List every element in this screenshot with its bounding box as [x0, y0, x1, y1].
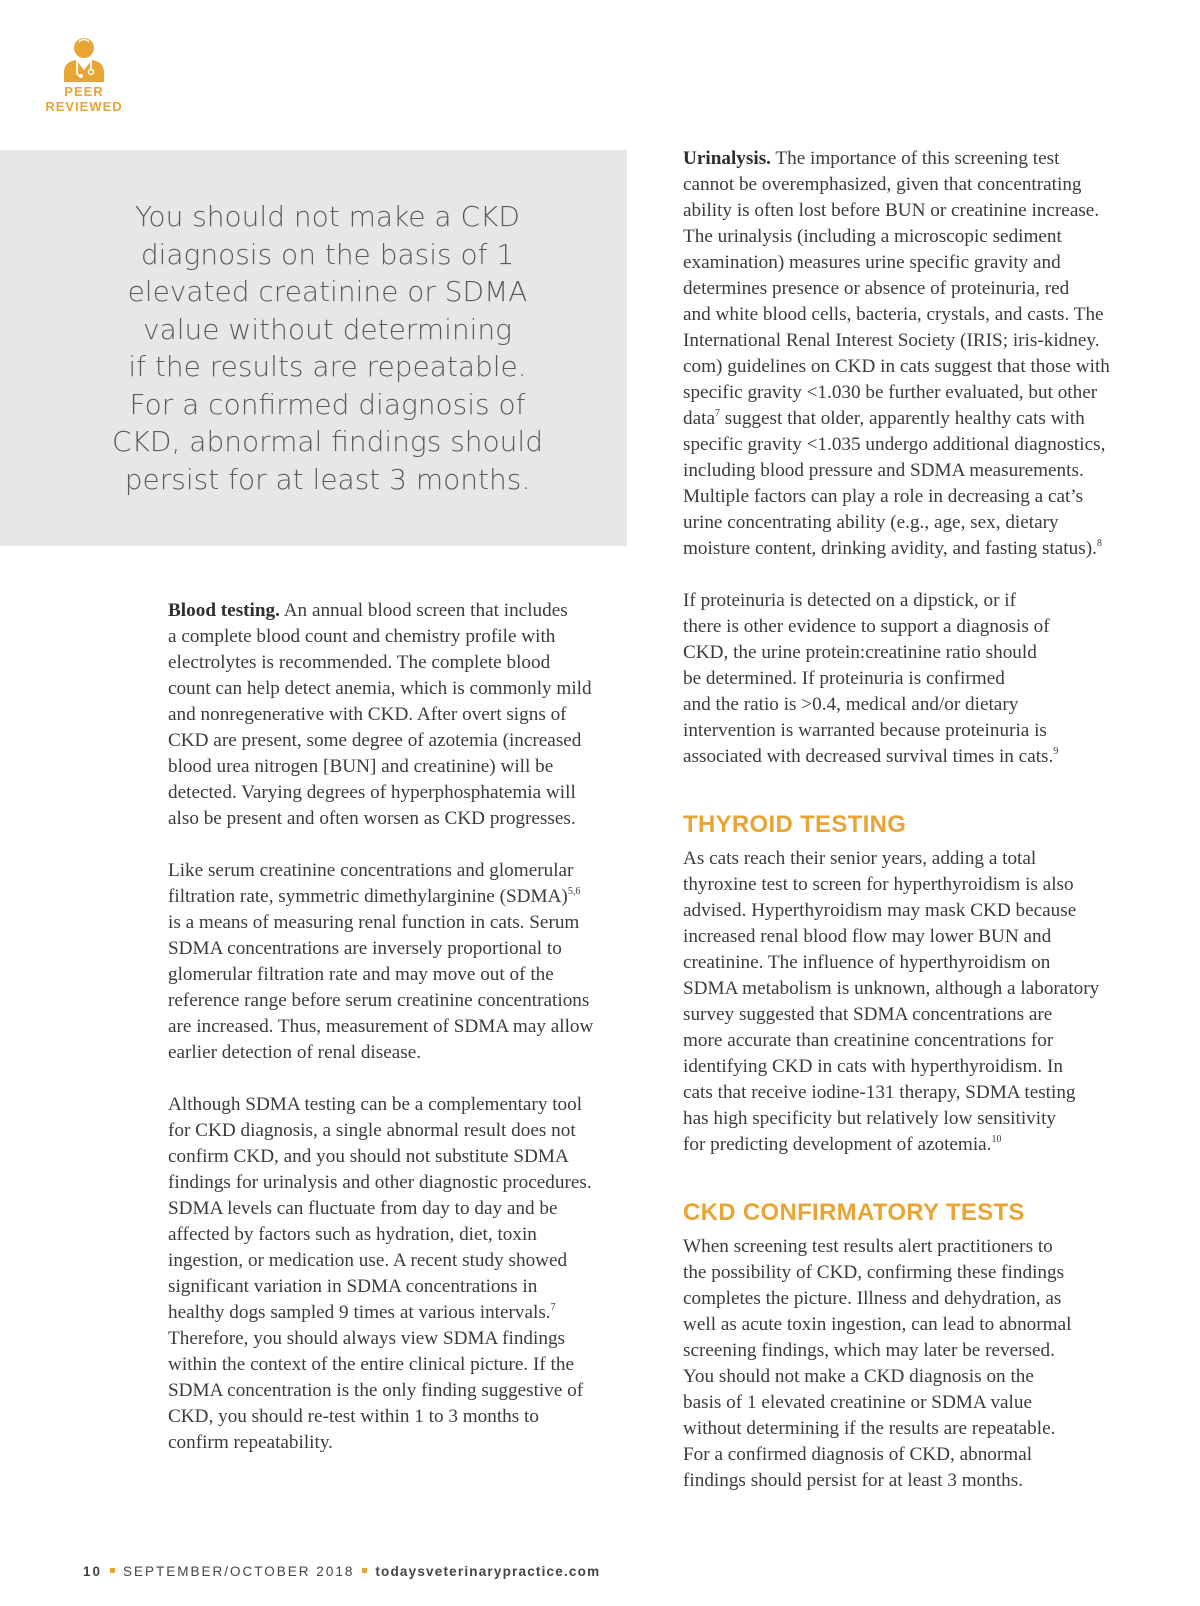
pull-quote-box — [0, 150, 627, 546]
urinalysis-heading: Urinalysis. — [683, 148, 771, 169]
text-line: and nonregenerative with CKD. After overt signs of — [168, 704, 567, 725]
text-line: earlier detection of renal disease. — [168, 1042, 422, 1063]
text-line: CKD, you should re-test within 1 to 3 months to — [168, 1406, 539, 1427]
pull-quote-line: CKD, abnormal findings should — [112, 425, 543, 458]
text-line: survey suggested that SDMA concentrations are — [683, 1004, 1053, 1025]
right-column — [683, 146, 1153, 1494]
citation: 7 — [714, 408, 720, 419]
text-line: be determined. If proteinuria is confirmed — [683, 668, 1005, 689]
separator-dot — [362, 1568, 367, 1573]
confirmatory-paragraph — [683, 1234, 1153, 1494]
text-line: ingestion, or medication use. A recent study showed — [168, 1250, 568, 1271]
pull-quote-line: elevated creatinine or SDMA — [127, 275, 528, 308]
text-line: without determining if the results are repeatable. — [683, 1418, 1056, 1439]
text-line: SDMA levels can fluctuate from day to day and be — [168, 1198, 558, 1219]
text-line: well as acute toxin ingestion, can lead to abnormal — [683, 1314, 1072, 1335]
text-line: and white blood cells, bacteria, crystals, and casts. The — [683, 304, 1104, 325]
text-line: suggest that older, apparently healthy cats with — [719, 408, 1085, 429]
blood-testing-heading: Blood testing. — [168, 600, 280, 621]
pull-quote-text — [95, 198, 560, 498]
badge-line-reviewed: REVIEWED — [45, 99, 123, 114]
text-line: more accurate than creatinine concentrations for — [683, 1030, 1054, 1051]
page-number: 10 — [83, 1564, 103, 1579]
text-line: completes the picture. Illness and dehydration, as — [683, 1288, 1062, 1309]
doctor-icon — [58, 34, 110, 84]
text-line: detected. Varying degrees of hyperphosphatemia will — [168, 782, 576, 803]
text-line: identifying CKD in cats with hyperthyroidism. In — [683, 1056, 1063, 1077]
text-line: data — [683, 408, 715, 429]
separator-dot — [110, 1568, 115, 1573]
text-line: significant variation in SDMA concentrations in — [168, 1276, 538, 1297]
text-line: for CKD diagnosis, a single abnormal result does not — [168, 1120, 576, 1141]
urinalysis-paragraph — [683, 146, 1153, 562]
text-line: specific gravity <1.035 undergo additional diagnostics, — [683, 434, 1106, 455]
text-line: intervention is warranted because proteinuria is — [683, 720, 1047, 741]
pull-quote-line: value without determining — [143, 312, 512, 346]
sdma-paragraph-2 — [168, 1092, 633, 1456]
text-line: the possibility of CKD, confirming these findings — [683, 1262, 1065, 1283]
text-line: Multiple factors can play a role in decreasing a cat’s — [683, 486, 1084, 507]
pull-quote-line: For a confirmed diagnosis of — [129, 387, 526, 421]
thyroid-paragraph — [683, 846, 1153, 1158]
text-line: are increased. Thus, measurement of SDMA may allow — [168, 1016, 594, 1037]
text-line: When screening test results alert practitioners to — [683, 1236, 1053, 1257]
text-line: For a confirmed diagnosis of CKD, abnormal — [683, 1444, 1033, 1465]
text-line: com) guidelines on CKD in cats suggest that those with — [683, 356, 1110, 377]
text-line: blood urea nitrogen [BUN] and creatinine) will be — [168, 756, 554, 777]
text-line: there is other evidence to support a diagnosis of — [683, 616, 1050, 637]
issue-date: SEPTEMBER/OCTOBER 2018 — [123, 1564, 355, 1579]
text-line: increased renal blood flow may lower BUN and — [683, 926, 1052, 947]
text-line: SDMA concentrations are inversely proportional to — [168, 938, 562, 959]
text-line: cannot be overemphasized, given that concentrating — [683, 174, 1082, 195]
text-line: Therefore, you should always view SDMA findings — [168, 1328, 566, 1349]
text-line: specific gravity <1.030 be further evaluated, but other — [683, 382, 1098, 403]
text-line: a complete blood count and chemistry profile with — [168, 626, 556, 647]
text-line: count can help detect anemia, which is commonly mild — [168, 678, 592, 699]
text-line: Although SDMA testing can be a complementary tool — [168, 1094, 583, 1115]
pull-quote-line: if the results are repeatable. — [128, 350, 527, 383]
citation: 10 — [991, 1134, 1002, 1145]
text-line: screening findings, which may later be reversed. — [683, 1340, 1055, 1361]
text-line: urine concentrating ability (e.g., age, sex, dietary — [683, 512, 1059, 533]
text-line: ability is often lost before BUN or creatinine increase. — [683, 200, 1100, 221]
citation: 9 — [1053, 746, 1059, 757]
text-line: is a means of measuring renal function in cats. Serum — [168, 912, 580, 933]
text-line: The urinalysis (including a microscopic sediment — [683, 226, 1062, 247]
page-footer — [83, 1564, 600, 1579]
proteinuria-paragraph — [683, 588, 1153, 770]
text-line: CKD, the urine protein:creatinine ratio should — [683, 642, 1037, 663]
citation: 7 — [550, 1302, 556, 1313]
pull-quote-line: You should not make a CKD — [135, 200, 520, 233]
text-line: associated with decreased survival times in cats. — [683, 746, 1054, 767]
text-line: including blood pressure and SDMA measurements. — [683, 460, 1084, 481]
text-line: determines presence or absence of proteinuria, red — [683, 278, 1070, 299]
text-line: examination) measures urine specific gravity and — [683, 252, 1061, 273]
citation: 5,6 — [567, 886, 581, 897]
text-line: If proteinuria is detected on a dipstick, or if — [683, 590, 1017, 611]
text-line: electrolytes is recommended. The complete blood — [168, 652, 551, 673]
text-line: also be present and often worsen as CKD progresses. — [168, 808, 576, 829]
pull-quote-line: diagnosis on the basis of 1 — [140, 237, 515, 271]
sdma-paragraph-1 — [168, 858, 633, 1066]
urinalysis-first-line: The importance of this screening test — [770, 148, 1060, 169]
text-line: You should not make a CKD diagnosis on the — [683, 1366, 1034, 1387]
text-line: glomerular filtration rate and may move out of the — [168, 964, 554, 985]
text-line: confirm repeatability. — [168, 1432, 333, 1453]
blood-testing-paragraph — [168, 598, 633, 832]
text-line: advised. Hyperthyroidism may mask CKD because — [683, 900, 1077, 921]
text-line: As cats reach their senior years, adding a total — [683, 848, 1037, 869]
text-line: has high specificity but relatively low sensitivity — [683, 1108, 1057, 1129]
text-line: findings for urinalysis and other diagnostic procedures. — [168, 1172, 592, 1193]
text-line: confirm CKD, and you should not substitute SDMA — [168, 1146, 569, 1167]
blood-testing-first-line: An annual blood screen that includes — [279, 600, 568, 621]
text-line: cats that receive iodine-131 therapy, SDMA testing — [683, 1082, 1076, 1103]
text-line: basis of 1 elevated creatinine or SDMA value — [683, 1392, 1033, 1413]
text-line: reference range before serum creatinine concentrations — [168, 990, 590, 1011]
text-line: SDMA metabolism is unknown, although a laboratory — [683, 978, 1100, 999]
text-line: for predicting development of azotemia. — [683, 1134, 992, 1155]
text-line: creatinine. The influence of hyperthyroidism on — [683, 952, 1051, 973]
text-line: SDMA concentration is the only finding suggestive of — [168, 1380, 584, 1401]
citation: 8 — [1096, 538, 1102, 549]
thyroid-testing-heading: THYROID TESTING — [683, 811, 907, 838]
text-line: and the ratio is >0.4, medical and/or dietary — [683, 694, 1019, 715]
text-line: affected by factors such as hydration, diet, toxin — [168, 1224, 537, 1245]
text-line: healthy dogs sampled 9 times at various intervals. — [168, 1302, 551, 1323]
text-line: CKD are present, some degree of azotemia (increased — [168, 730, 582, 751]
text-line: within the context of the entire clinical picture. If the — [168, 1354, 574, 1375]
text-line: International Renal Interest Society (IRIS; iris-kidney. — [683, 330, 1100, 351]
text-line: filtration rate, symmetric dimethylarginine (SDMA) — [168, 886, 568, 907]
website-link[interactable]: todaysveterinarypractice.com — [375, 1564, 601, 1579]
pull-quote-line: persist for at least 3 months. — [124, 462, 531, 496]
text-line: thyroxine test to screen for hyperthyroidism is also — [683, 874, 1074, 895]
text-line: Like serum creatinine concentrations and glomerular — [168, 860, 574, 881]
peer-reviewed-badge — [40, 34, 128, 114]
left-column — [168, 598, 633, 1456]
badge-line-peer: PEER — [64, 84, 104, 99]
text-line: findings should persist for at least 3 months. — [683, 1470, 1024, 1491]
text-line: moisture content, drinking avidity, and fasting status). — [683, 538, 1097, 559]
ckd-confirmatory-tests-heading: CKD CONFIRMATORY TESTS — [683, 1199, 1025, 1226]
